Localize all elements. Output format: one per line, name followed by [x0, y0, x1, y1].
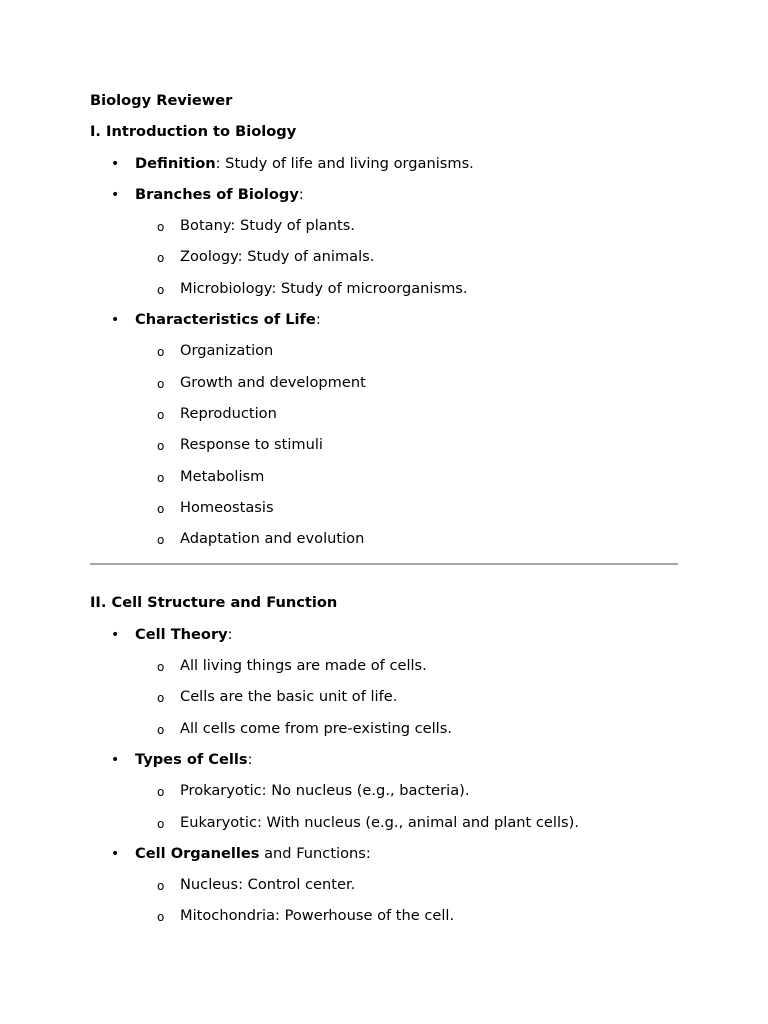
sub-list-item [90, 404, 678, 435]
section-heading-cell-structure: II. Cell Structure and Function [90, 594, 338, 612]
circle-bullet-icon: o [157, 501, 165, 516]
sub-list-item [90, 279, 678, 310]
document-title: Biology Reviewer [90, 92, 233, 109]
circle-bullet-icon: o [157, 407, 165, 422]
circle-bullet-icon: o [157, 345, 165, 360]
term-description: : [247, 750, 253, 768]
sub-list-text: Prokaryotic: No nucleus (e.g., bacteria). [180, 782, 470, 800]
sub-list-item [90, 719, 678, 750]
term: Branches of Biology [135, 185, 299, 203]
circle-bullet-icon: o [157, 722, 165, 737]
sub-list-item [90, 216, 678, 247]
sub-list-text: Homeostasis [180, 498, 274, 516]
sub-list-text: Cells are the basic unit of life. [180, 688, 398, 706]
sub-list-text: Eukaryotic: With nucleus (e.g., animal and plant cells). [180, 813, 579, 831]
sub-list-text: All cells come from pre-existing cells. [180, 719, 452, 737]
circle-bullet-icon: o [157, 879, 165, 894]
sub-list-item [90, 247, 678, 278]
sub-list-item [90, 813, 678, 844]
bullet-icon: • [111, 155, 120, 172]
circle-bullet-icon: o [157, 470, 165, 485]
horizontal-divider [90, 563, 678, 565]
bullet-icon: • [111, 186, 120, 203]
sub-list-item [90, 875, 678, 906]
circle-bullet-icon: o [157, 910, 165, 925]
term-description: : Study of life and living organisms. [215, 154, 474, 172]
sub-list-item [90, 498, 678, 529]
circle-bullet-icon: o [157, 816, 165, 831]
bullet-icon: • [111, 751, 120, 768]
circle-bullet-icon: o [157, 282, 165, 297]
term-description: : [298, 185, 304, 203]
sub-list-text: Zoology: Study of animals. [180, 248, 375, 266]
list-item-characteristics [90, 310, 678, 341]
term: Characteristics of Life [135, 311, 316, 329]
sub-list-text: Mitochondria: Powerhouse of the cell. [180, 907, 455, 925]
sub-list-text: Reproduction [180, 404, 277, 422]
sub-list-text: Response to stimuli [180, 436, 323, 454]
circle-bullet-icon: o [157, 660, 165, 675]
sub-list-text: Botany: Study of plants. [180, 217, 355, 235]
sub-list-item [90, 781, 678, 812]
sub-list-text: Microbiology: Study of microorganisms. [180, 279, 468, 297]
list-item-cell-organelles [90, 844, 678, 875]
sub-list-item [90, 656, 678, 687]
sub-list-text: Adaptation and evolution [180, 530, 365, 548]
circle-bullet-icon: o [157, 691, 165, 706]
circle-bullet-icon: o [157, 785, 165, 800]
sub-list-item [90, 467, 678, 498]
sub-list-text: Growth and development [180, 373, 366, 391]
sub-list-text: Metabolism [180, 467, 265, 485]
document-page [90, 91, 678, 938]
sub-list-item [90, 341, 678, 372]
sub-list-item [90, 906, 678, 937]
bullet-icon: • [111, 312, 120, 329]
sub-list-text: Organization [180, 342, 274, 360]
term: Definition [135, 154, 216, 172]
section-heading-introduction: I. Introduction to Biology [90, 123, 297, 141]
sub-list-item [90, 529, 678, 560]
term-description: : [227, 625, 233, 643]
sub-list-item [90, 687, 678, 718]
list-item-types-of-cells [90, 750, 678, 781]
term-description: and Functions: [259, 844, 371, 862]
term: Cell Organelles [135, 844, 260, 862]
circle-bullet-icon: o [157, 376, 165, 391]
sub-list-text: Nucleus: Control center. [180, 876, 356, 894]
list-item-cell-theory [90, 625, 678, 656]
circle-bullet-icon: o [157, 533, 165, 548]
bullet-icon: • [111, 845, 120, 862]
circle-bullet-icon: o [157, 439, 165, 454]
bullet-icon: • [111, 626, 120, 643]
sub-list-item [90, 435, 678, 466]
term-description: : [315, 311, 321, 329]
circle-bullet-icon: o [157, 251, 165, 266]
circle-bullet-icon: o [157, 220, 165, 235]
sub-list-item [90, 373, 678, 404]
term: Types of Cells [135, 750, 248, 768]
list-item-definition [90, 154, 678, 185]
term: Cell Theory [135, 625, 228, 643]
list-item-branches [90, 185, 678, 216]
sub-list-text: All living things are made of cells. [180, 657, 427, 675]
